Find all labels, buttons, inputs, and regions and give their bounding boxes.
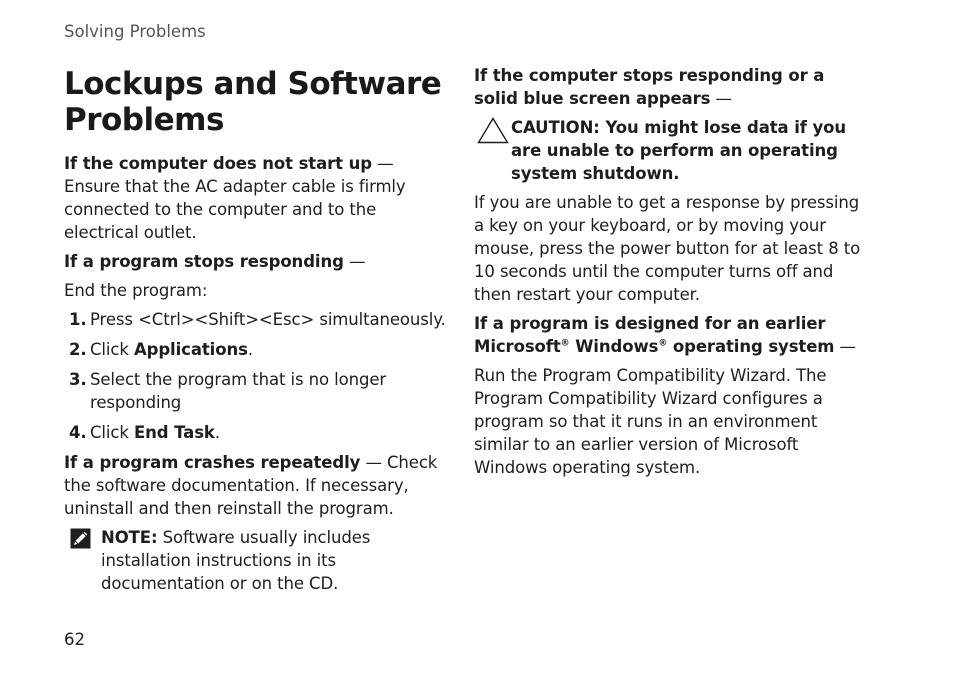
paragraph-compat-wizard: Run the Program Compatibility Wizard. The Program Compatibility Wizard configures a program so that it runs in an environment similar to an earlier version of Microsoft Windows operating system.	[474, 366, 827, 477]
caution-triangle-icon	[477, 117, 509, 144]
note-pencil-icon	[70, 528, 91, 549]
page-title: Lockups and Software Problems	[64, 66, 442, 138]
note-box	[64, 526, 449, 595]
end-program-text: End the program:	[64, 281, 208, 300]
page-number: 62	[64, 630, 85, 649]
right-column	[474, 64, 869, 485]
list-item: 3. Select the program that is no longer responding	[69, 370, 387, 412]
caution-text: CAUTION: You might lose data if you are unable to perform an operating system shutdown.	[511, 118, 847, 183]
section-label: Solving Problems	[64, 22, 206, 41]
left-column	[64, 66, 449, 601]
list-item: 1. Press <Ctrl><Shift><Esc> simultaneously.	[69, 310, 446, 329]
note-text: Software usually includes installation instructions in its documentation or on the CD.	[101, 528, 371, 593]
caution-box	[474, 116, 869, 185]
heading-blue-screen: If the computer stops responding or a solid blue screen appears —	[474, 66, 825, 108]
list-item: 4. Click End Task.	[69, 423, 220, 442]
list-item: 2. Click Applications.	[69, 340, 253, 359]
note-label: NOTE:	[101, 528, 158, 547]
steps-list	[64, 308, 449, 444]
paragraph-crashes: If a program crashes repeatedly — Check the software documentation. If necessary, uninstall and then reinstall the program.	[64, 453, 438, 518]
heading-stops-responding: If a program stops responding —	[64, 252, 366, 271]
paragraph-no-response: If you are unable to get a response by pressing a key on your keyboard, or by moving your mouse, press the power button for at least 8 to 10 seconds until the computer turns off and then restart your computer.	[474, 193, 861, 304]
heading-earlier-os: If a program is designed for an earlier Microsoft® Windows® operating system —	[474, 314, 856, 356]
paragraph-not-start: If the computer does not start up — Ensure that the AC adapter cable is firmly connected to the computer and to the electrical outlet.	[64, 154, 406, 242]
